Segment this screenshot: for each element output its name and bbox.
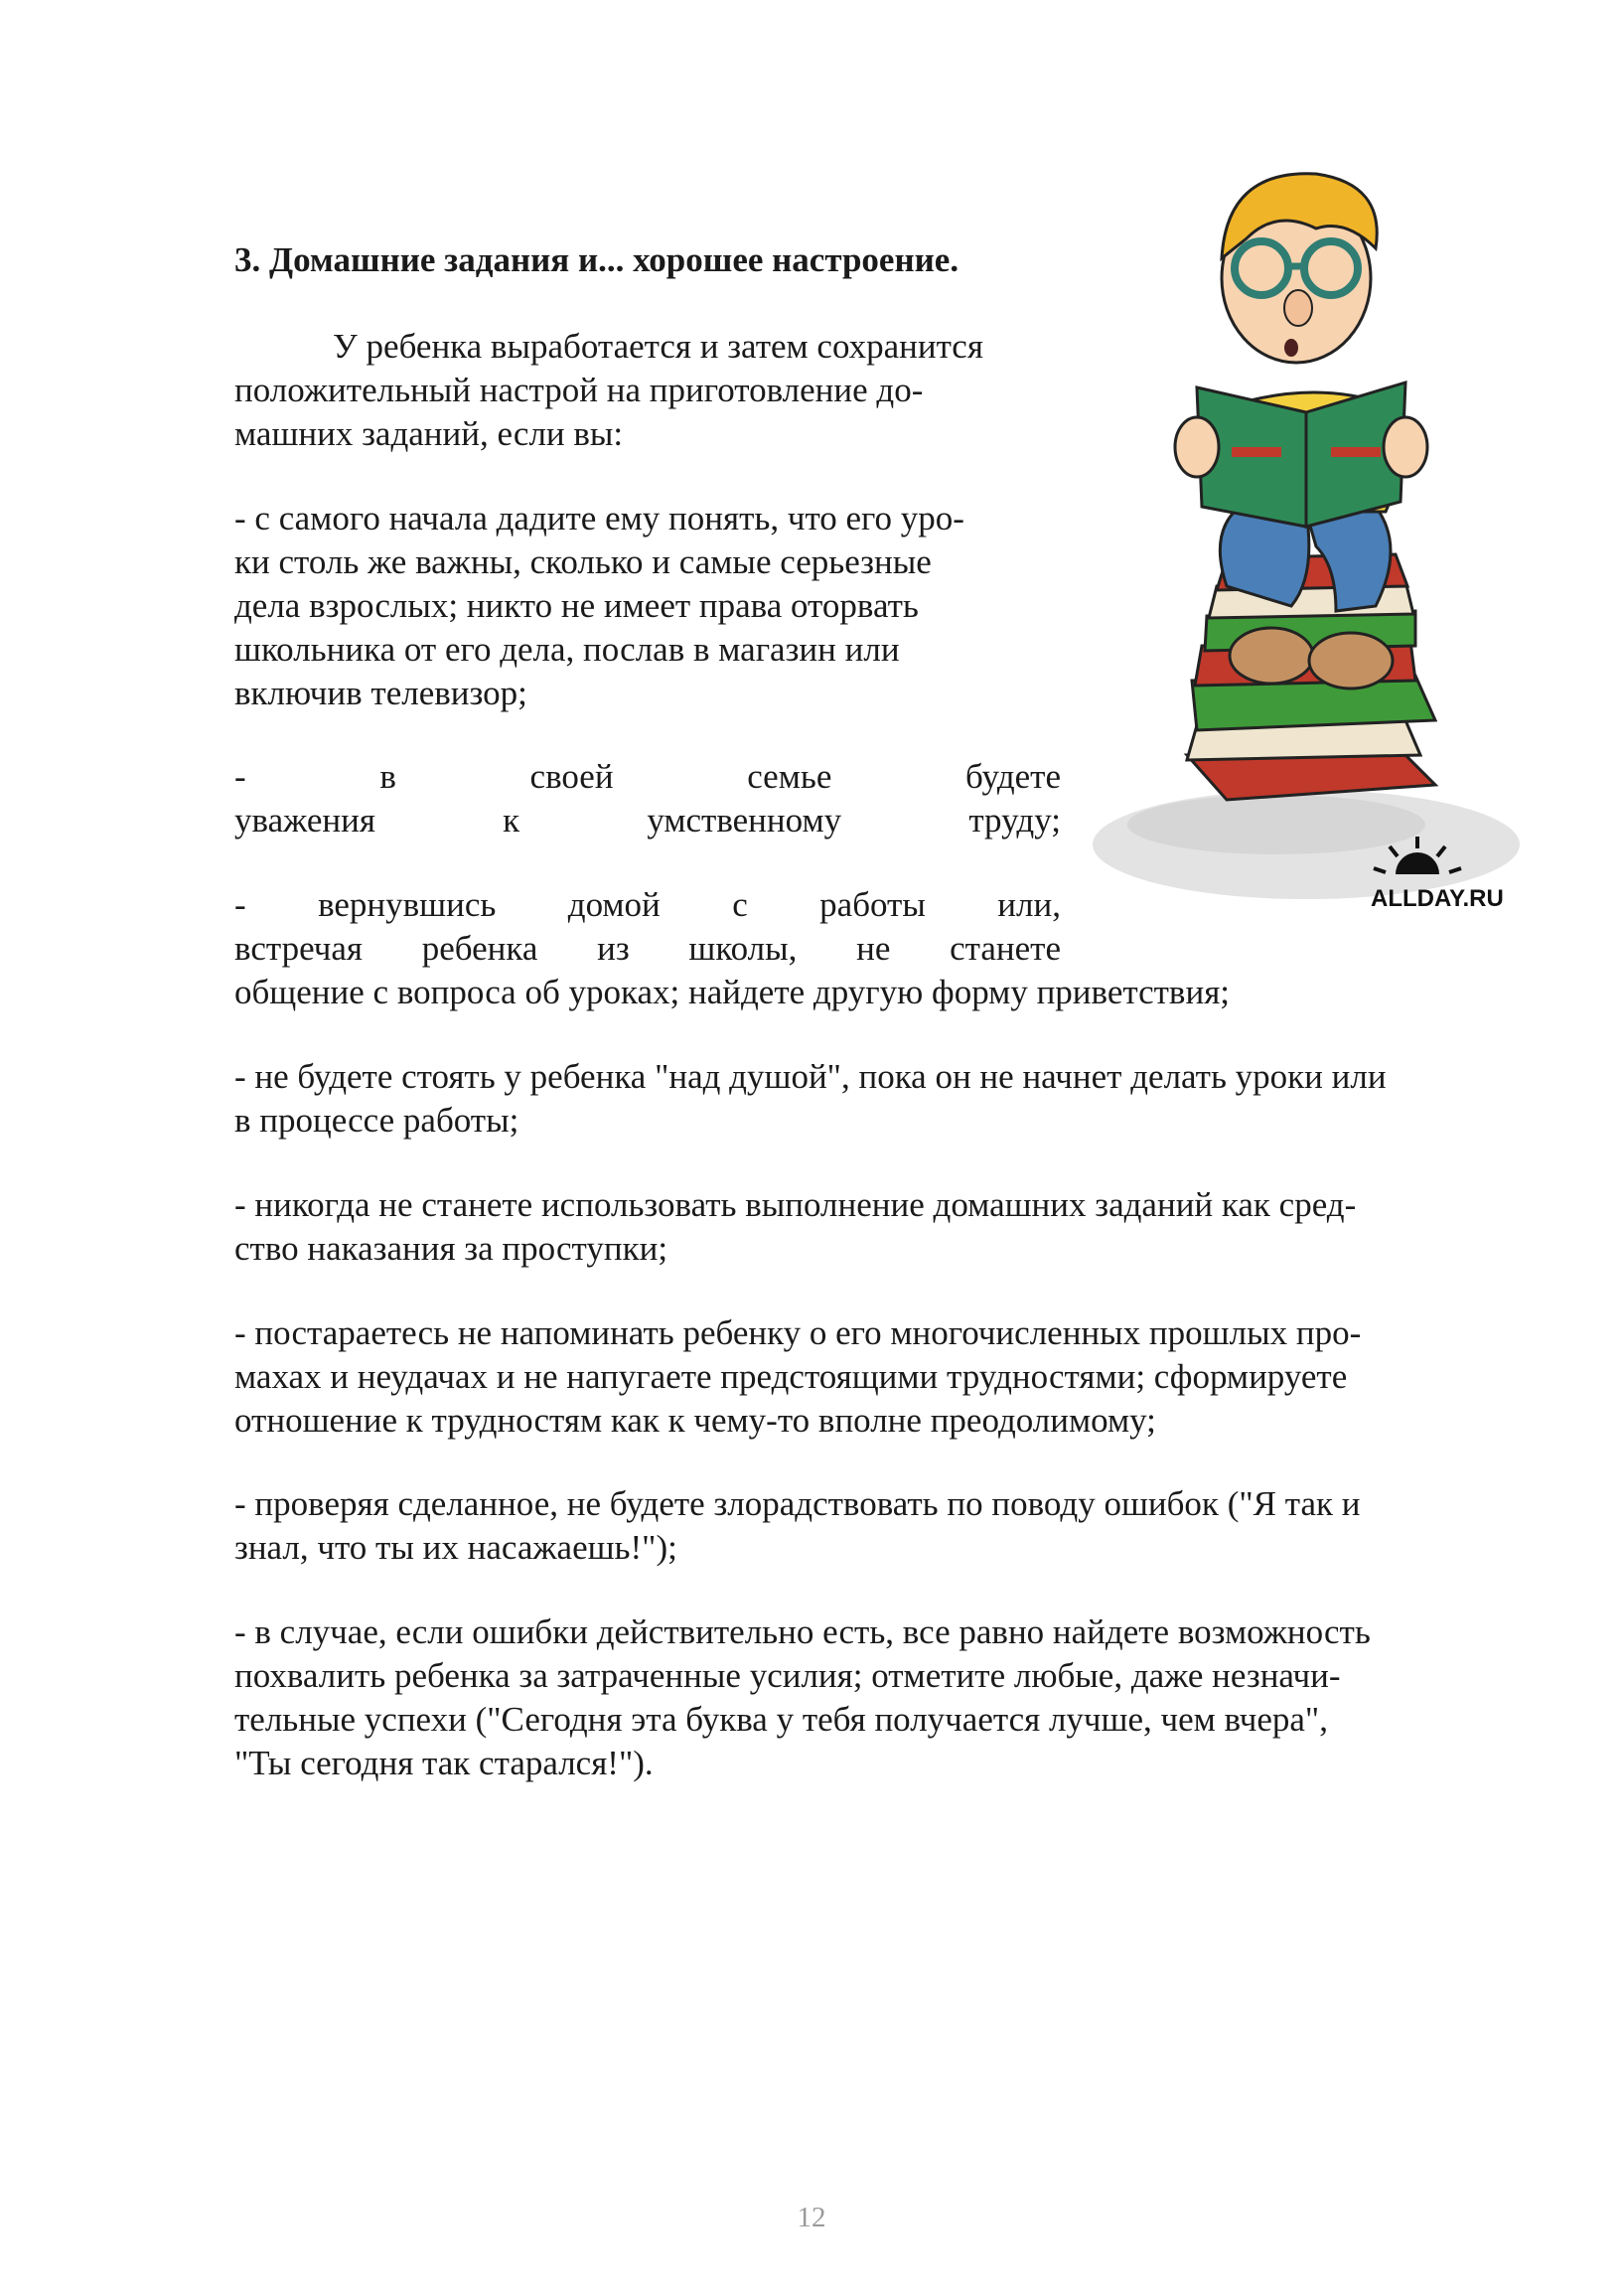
list-item-line <box>234 799 1061 842</box>
list-item-line: - никогда не станете использовать выполнение домашних заданий как сред- <box>234 1185 1357 1224</box>
word: станете <box>950 929 1061 968</box>
list-item-line <box>234 755 1061 799</box>
page-number: 12 <box>797 2202 826 2233</box>
list-item-line: - не будете стоять у ребенка "над душой", пока он не начнет делать уроки или <box>234 1057 1387 1096</box>
list-item-line: общение с вопроса об уроках; найдете другую форму приветствия; <box>234 973 1231 1011</box>
word: труду; <box>968 801 1061 840</box>
word: работы <box>819 885 926 924</box>
word: из <box>597 929 630 968</box>
word: уважения <box>234 801 375 840</box>
list-item-line: - с самого начала дадите ему понять, что его уро- <box>234 499 964 537</box>
word: или, <box>997 885 1061 924</box>
list-item-line: ки столь же важны, сколько и самые серьезные <box>234 542 932 581</box>
word: школы, <box>688 929 798 968</box>
logo-text: ALLDAY.RU <box>1371 885 1504 912</box>
word: - <box>234 757 246 796</box>
book-stack-icon <box>1187 554 1435 800</box>
list-item-line: - проверяя сделанное, не будете злорадствовать по поводу ошибок ("Я так и <box>234 1484 1361 1523</box>
list-item-line: дела взрослых; никто не имеет права оторвать <box>234 586 919 625</box>
list-item-line: махах и неудачах и не напугаете предстоящими трудностями; сформируете <box>234 1357 1348 1396</box>
list-item-line: школьника от его дела, послав в магазин или <box>234 630 900 669</box>
boy-reading-illustration <box>1078 149 1535 934</box>
section-heading: 3. Домашние задания и... хорошее настроение. <box>234 240 959 279</box>
list-item-line: "Ты сегодня так старался!"). <box>234 1744 654 1782</box>
list-item-line: в процессе работы; <box>234 1101 519 1140</box>
list-item-line: - постараетесь не напоминать ребенку о его многочисленных прошлых про- <box>234 1313 1362 1352</box>
list-item-line: похвалить ребенка за затраченные усилия; отметите любые, даже незначи- <box>234 1656 1341 1695</box>
list-item-line: ство наказания за проступки; <box>234 1229 668 1268</box>
word: с <box>732 885 748 924</box>
list-item-line: отношение к трудностям как к чему-то вполне преодолимому; <box>234 1401 1156 1440</box>
word: умственному <box>647 801 842 840</box>
list-item-line: - в случае, если ошибки действительно есть, все равно найдете возможность <box>234 1612 1371 1651</box>
word: в <box>379 757 396 796</box>
intro-line: машних заданий, если вы: <box>234 414 624 453</box>
word: к <box>503 801 520 840</box>
word: не <box>856 929 891 968</box>
word: ребенка <box>421 929 538 968</box>
word: вернувшись <box>318 885 497 924</box>
word: - <box>234 885 246 924</box>
word: домой <box>567 885 661 924</box>
intro-line: У ребенка выработается и затем сохранится <box>333 327 983 366</box>
list-item-line <box>234 883 1061 927</box>
list-item-line: тельные успехи ("Сегодня эта буква у тебя получается лучше, чем вчера", <box>234 1700 1328 1739</box>
list-item-line: включив телевизор; <box>234 674 527 712</box>
word: будете <box>965 757 1061 796</box>
list-item-line: знал, что ты их насажаешь!"); <box>234 1528 677 1567</box>
intro-line: положительный настрой на приготовление до- <box>234 371 924 409</box>
list-item-line <box>234 927 1061 971</box>
word: семье <box>747 757 832 796</box>
word: встречая <box>234 929 363 968</box>
word: своей <box>529 757 614 796</box>
